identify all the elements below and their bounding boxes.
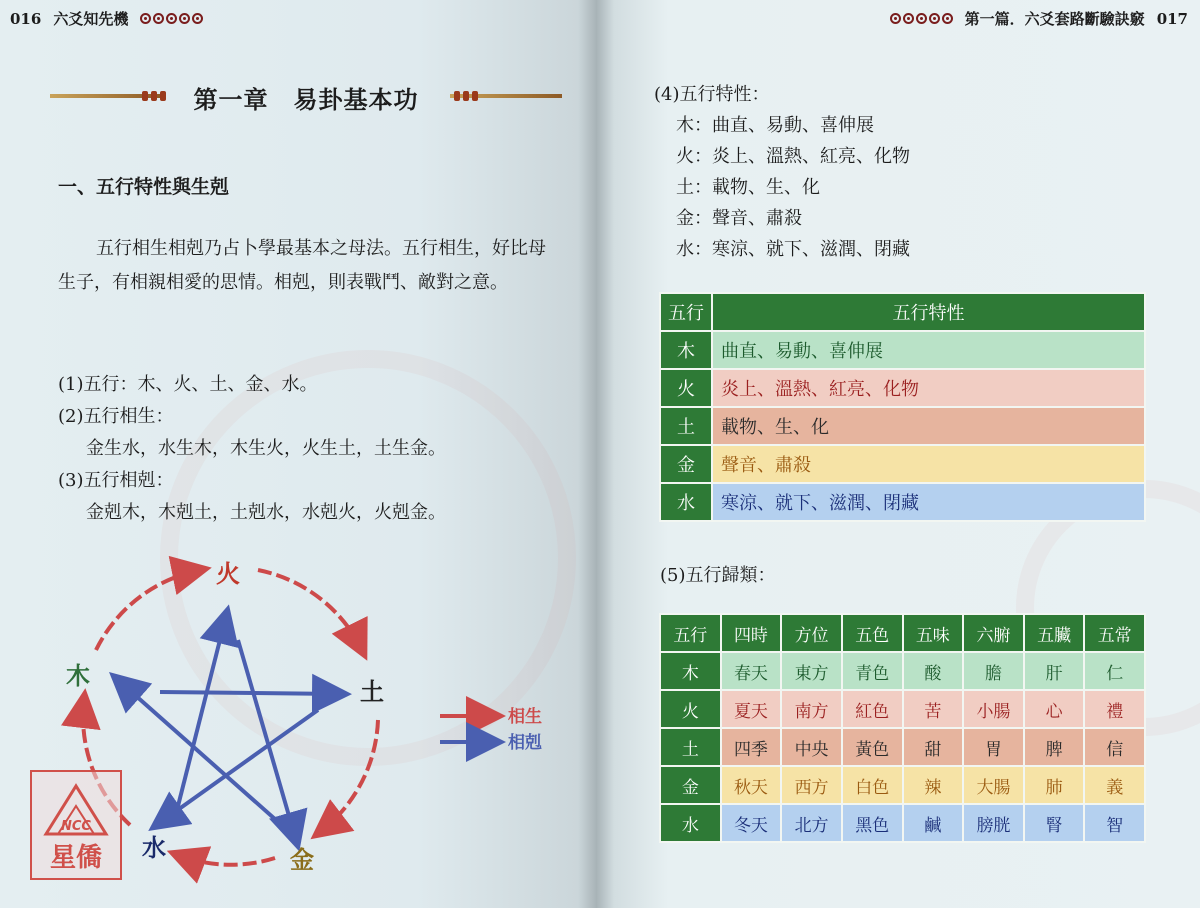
traits-table (659, 292, 1146, 522)
traits-row-element: 土 (660, 407, 712, 445)
chapter-title: 第一章 易卦基本功 (193, 85, 419, 114)
node-fire-label: 火 (216, 560, 240, 588)
legend-overcome-label: 相剋 (508, 733, 542, 753)
generate-arc-metal-water (178, 855, 275, 865)
classification-header-cell: 方位 (781, 614, 842, 652)
traits-table-header-cell: 五行特性 (712, 293, 1145, 331)
classification-cell: 膽 (963, 652, 1024, 690)
classification-header-cell: 五常 (1084, 614, 1145, 652)
point-overcome-cycle: 金剋木，木剋土，土剋水，水剋火，火剋金。 (86, 502, 446, 523)
classification-cell: 肝 (1024, 652, 1085, 690)
traits-item-earth: 土：載物、生、化 (676, 177, 820, 198)
traits-table-row (660, 445, 1145, 483)
classification-cell: 冬天 (721, 804, 782, 842)
traits-item-wood: 木：曲直、易動、喜伸展 (676, 115, 874, 136)
left-header-title: 六爻知先機 (53, 10, 129, 28)
classification-cell: 鹹 (903, 804, 964, 842)
classification-cell: 辣 (903, 766, 964, 804)
overcome-wood-earth (160, 692, 340, 694)
classification-cell: 東方 (781, 652, 842, 690)
point-wuxing: (1)五行：木、火、土、金、水。 (58, 374, 318, 395)
classification-table-row (660, 728, 1145, 766)
classification-cell: 仁 (1084, 652, 1145, 690)
classification-cell: 西方 (781, 766, 842, 804)
overcome-earth-water (158, 710, 318, 824)
classification-cell: 白色 (842, 766, 903, 804)
classification-row-element: 木 (660, 652, 721, 690)
traits-row-element: 木 (660, 331, 712, 369)
traits-row-element: 水 (660, 483, 712, 521)
classification-cell: 信 (1084, 728, 1145, 766)
classification-cell: 脾 (1024, 728, 1085, 766)
classification-cell: 四季 (721, 728, 782, 766)
generate-arc-wood-fire (96, 570, 200, 650)
generate-arc-fire-earth (258, 570, 362, 650)
traits-row-traits: 載物、生、化 (712, 407, 1145, 445)
classification-table (659, 613, 1146, 843)
chapter-banner (50, 74, 562, 118)
classification-table-row (660, 652, 1145, 690)
classification-cell: 大腸 (963, 766, 1024, 804)
traits-table-header-row (660, 293, 1145, 331)
point-overcome-heading: (3)五行相剋： (58, 470, 174, 491)
classification-cell: 春天 (721, 652, 782, 690)
classification-cell: 秋天 (721, 766, 782, 804)
header-ornament-icon-right (890, 13, 953, 24)
overcome-water-fire (176, 616, 226, 814)
traits-item-water: 水：寒涼、就下、滋潤、閉藏 (676, 239, 910, 260)
left-page (0, 0, 596, 908)
classification-cell: 甜 (903, 728, 964, 766)
classification-row-element: 火 (660, 690, 721, 728)
traits-table-row (660, 407, 1145, 445)
traits-row-traits: 炎上、溫熱、紅亮、化物 (712, 369, 1145, 407)
classification-cell: 義 (1084, 766, 1145, 804)
classification-cell: 黑色 (842, 804, 903, 842)
classification-table-header-row (660, 614, 1145, 652)
classification-cell: 青色 (842, 652, 903, 690)
left-running-head (10, 8, 203, 29)
classification-cell: 苦 (903, 690, 964, 728)
legend-generate-label: 相生 (508, 707, 542, 727)
node-wood-label: 木 (66, 662, 90, 690)
classification-header-cell: 五行 (660, 614, 721, 652)
classification-cell: 腎 (1024, 804, 1085, 842)
node-water-label: 水 (142, 834, 166, 862)
point-generate-heading: (2)五行相生： (58, 406, 174, 427)
classification-cell: 北方 (781, 804, 842, 842)
right-page (596, 0, 1200, 908)
classification-header-cell: 五味 (903, 614, 964, 652)
traits-table-row (660, 483, 1145, 521)
classification-cell: 紅色 (842, 690, 903, 728)
generate-arc-earth-metal (320, 720, 378, 832)
classification-cell: 中央 (781, 728, 842, 766)
traits-table-row (660, 331, 1145, 369)
traits-row-element: 火 (660, 369, 712, 407)
classification-header-cell: 六腑 (963, 614, 1024, 652)
classification-cell: 膀胱 (963, 804, 1024, 842)
traits-table-header-cell: 五行 (660, 293, 712, 331)
classification-cell: 智 (1084, 804, 1145, 842)
classification-cell: 胃 (963, 728, 1024, 766)
section-title: 一、五行特性與生剋 (58, 176, 230, 198)
classification-cell: 小腸 (963, 690, 1024, 728)
left-page-number: 016 (10, 9, 42, 28)
traits-row-element: 金 (660, 445, 712, 483)
classification-cell: 酸 (903, 652, 964, 690)
traits-item-fire: 火：炎上、溫熱、紅亮、化物 (676, 146, 910, 167)
right-page-number: 017 (1156, 9, 1188, 28)
classification-cell: 夏天 (721, 690, 782, 728)
classification-header-cell: 五色 (842, 614, 903, 652)
classification-cell: 禮 (1084, 690, 1145, 728)
classification-row-element: 水 (660, 804, 721, 842)
classification-cell: 黃色 (842, 728, 903, 766)
logo-name-text: 星僑 (49, 843, 103, 873)
traits-row-traits: 曲直、易動、喜伸展 (712, 331, 1145, 369)
subsection-traits-heading: (4)五行特性： (654, 84, 770, 105)
header-ornament-icon (140, 13, 203, 24)
classification-row-element: 金 (660, 766, 721, 804)
classification-cell: 肺 (1024, 766, 1085, 804)
right-running-head (890, 8, 1188, 29)
classification-header-cell: 四時 (721, 614, 782, 652)
classification-table-row (660, 690, 1145, 728)
classification-header-cell: 五臟 (1024, 614, 1085, 652)
point-generate-cycle: 金生水，水生木，木生火，火生土，土生金。 (86, 438, 446, 459)
classification-table-row (660, 766, 1145, 804)
logo-badge-text: NCC (61, 819, 91, 834)
intro-paragraph: 五行相生相剋乃占卜學最基本之母法。五行相生，好比母生子，有相親相愛的思情。相剋，則表戰鬥、敵對之意。 (58, 238, 546, 293)
subsection-class-heading: (5)五行歸類： (660, 565, 776, 586)
traits-row-traits: 聲音、肅殺 (712, 445, 1145, 483)
traits-row-traits: 寒涼、就下、滋潤、閉藏 (712, 483, 1145, 521)
overcome-metal-wood (118, 680, 276, 820)
classification-cell: 心 (1024, 690, 1085, 728)
traits-table-row (660, 369, 1145, 407)
node-metal-label: 金 (290, 846, 314, 874)
right-header-title: 第一篇．六爻套路斷驗訣竅 (964, 10, 1145, 28)
traits-item-metal: 金：聲音、肅殺 (676, 208, 802, 229)
classification-cell: 南方 (781, 690, 842, 728)
node-earth-label: 土 (360, 678, 384, 706)
classification-table-row (660, 804, 1145, 842)
publisher-logo (30, 770, 122, 880)
classification-row-element: 土 (660, 728, 721, 766)
logo-triangle-icon (32, 772, 120, 878)
